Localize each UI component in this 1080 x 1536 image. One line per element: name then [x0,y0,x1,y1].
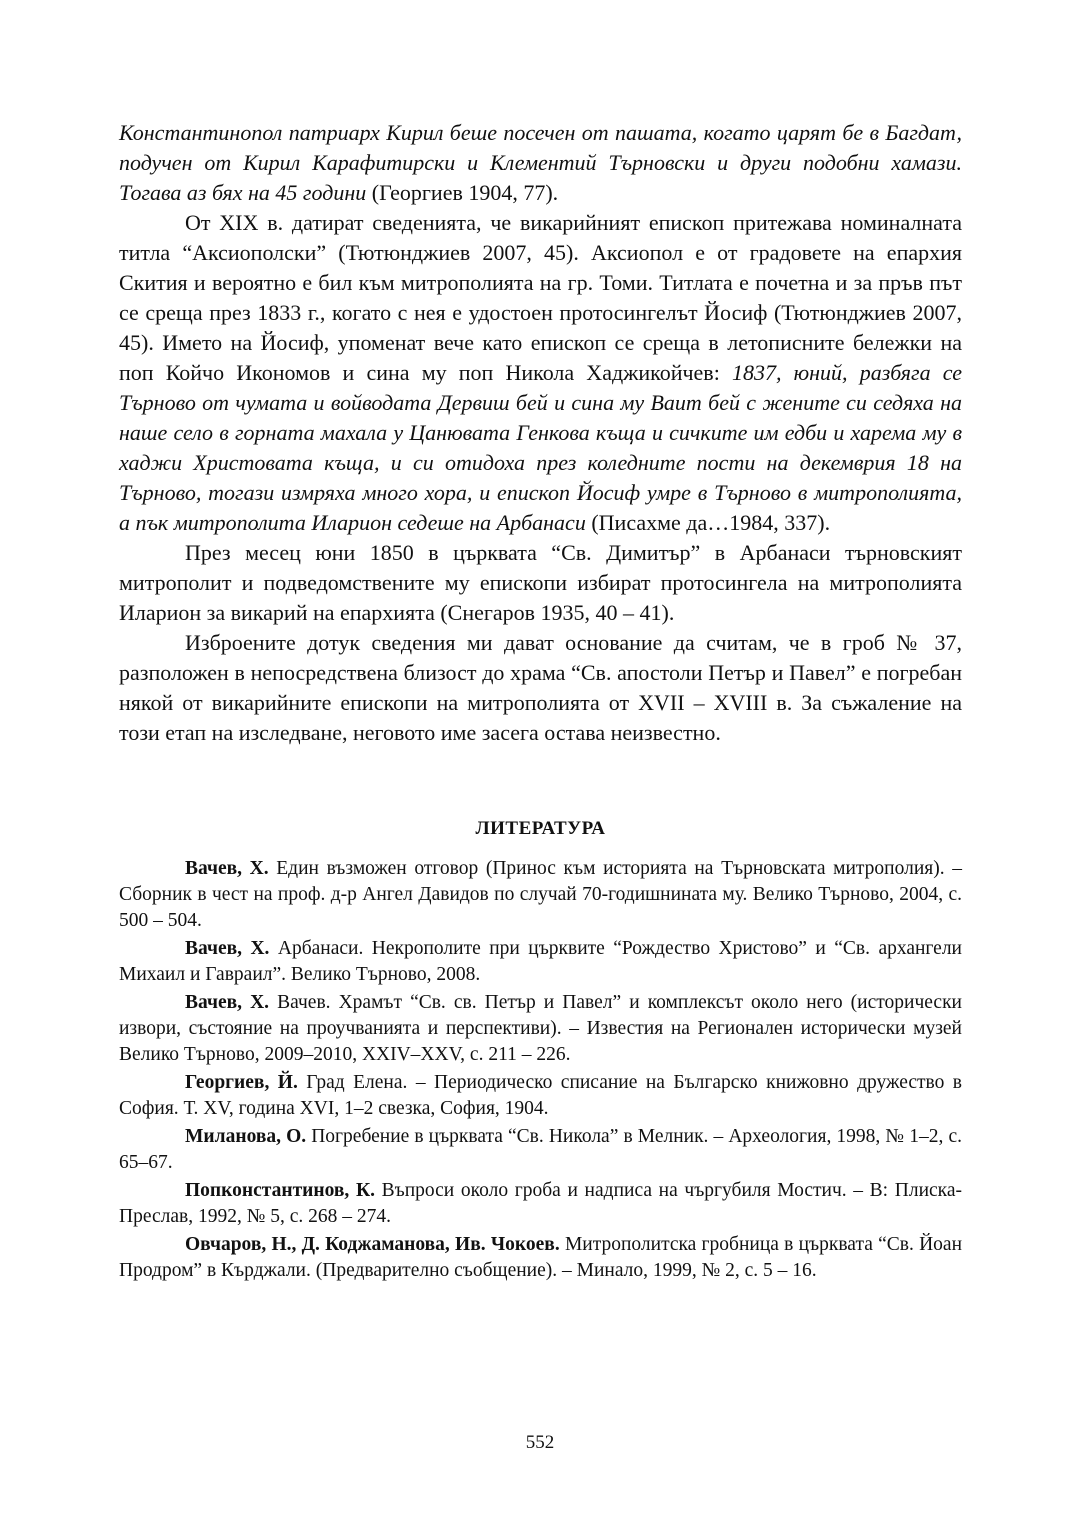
reference-item [119,1124,962,1176]
page-number: 552 [525,1432,555,1453]
reference-text: Арбанаси. Некрополите при църквите “Рождество Христово” и “Св. архангели Михаил и Гавраил”. Велико Търново, 2008. [119,938,962,985]
citation: (Георгиев 1904, 77). [366,180,559,205]
reference-author: Вачев, Х. [185,858,269,879]
quote-italic: 1837, юний, разбяга се Търново от чумата и войводата Дервиш бей и сина му Ваит бей с жените си седяха на наше село в горната махала у Цанювата Генкова къща и сичките им едби и харема му в хаджи Христовата къща, и си отидоха през коледните пости на декемврия 18 на Търново, тогази измряха много хора, и епископ Йосиф умре в Търново в митрополията, а пък митрополита Иларион седеше на Арбанаси [119,360,962,535]
reference-item [119,856,962,934]
reference-author: Георгиев, Й. [185,1072,298,1093]
quote-italic: Константинопол патриарх Кирил беше посечен от пашата, когато царят бе в Багдат, подучен от Кирил Карафитирски и Клементий Търновски и други подобни хамази. Тогава аз бях на 45 години [119,120,962,205]
reference-item [119,936,962,988]
citation: (Писахме да…1984, 337). [585,510,831,535]
reference-item [119,990,962,1068]
reference-item [119,1232,962,1284]
reference-author: Овчаров, Н., Д. Коджаманова, Ив. Чокоев. [185,1234,560,1255]
reference-author: Вачев, Х. [185,992,270,1013]
reference-author: Миланова, О. [185,1126,307,1147]
reference-item [119,1070,962,1122]
reference-author: Вачев, Х. [185,938,270,959]
reference-text: Митрополитска гробница в църквата “Св. Йоан Продром” в Кърджали. (Предварително съобщение). – Минало, 1999, № 2, с. 5 – 16. [119,1234,963,1281]
paragraph-2 [119,208,962,538]
paragraph-1 [119,118,962,208]
reference-text: Погребение в църквата “Св. Никола” в Мелник. – Археология, 1998, № 1–2, с. 65–67. [119,1126,963,1173]
paragraph-3: През месец юни 1850 в църквата “Св. Димитър” в Арбанаси търновският митрополит и подведомствените му епископи избират протосингела на митрополията Иларион за викарий на епархията (Снегаров 1935, 40 – 41). [119,540,962,625]
paragraph-text: От XIX в. датират сведенията, че викарийният епископ притежава номиналната титла “Аксиополски” (Тютюнджиев 2007, 45). Аксиопол е от градовете на епархия Скития и вероятно е бил към митрополията на гр. Томи. Титлата е почетна и за пръв път се среща през 1833 г., когато с нея е удостоен протосингелът Йосиф (Тютюнджиев 2007, 45). Името на Йосиф, упоменат вече като епископ се среща в летописните бележки на поп Койчо Икономов и сина му поп Никола Хаджикойчев: [119,210,962,385]
reference-text: Вачев. Храмът “Св. св. Петър и Павел” и комплексът около него (исторически извори, състояние на проучванията и перспективи). – Известия на Регионален исторически музей Велико Търново, 2009–2010, XXIV–XXV, с. 211 – 226. [119,992,962,1065]
page-content [119,118,962,1286]
main-text [119,118,962,748]
reference-text: Един възможен отговор (Принос към историята на Търновската митрополия). – Сборник в чест на проф. д-р Ангел Давидов по случай 70-годишнината му. Велико Търново, 2004, с. 500 – 504. [119,858,962,931]
reference-list [119,856,962,1284]
literature-heading: ЛИТЕРАТУРА [475,818,606,839]
reference-text: Въпроси около гроба и надписа на чъргубиля Мостич. – В: Плиска-Преслав, 1992, № 5, с. 268 – 274. [119,1180,962,1227]
paragraph-4: Изброените дотук сведения ми дават основание да считам, че в гроб № 37, разположен в непосредствена близост до храма “Св. апостоли Петър и Павел” е погребан някой от викарийните епископи на митрополията от XVII – XVIII в. За съжаление на този етап на изследване, неговото име засега остава неизвестно. [119,630,962,745]
reference-item [119,1178,962,1230]
reference-author: Попконстантинов, К. [185,1180,375,1201]
reference-text: Град Елена. – Периодическо списание на Българско книжовно дружество в София. Т. XV, година XVI, 1–2 свезка, София, 1904. [119,1072,962,1119]
